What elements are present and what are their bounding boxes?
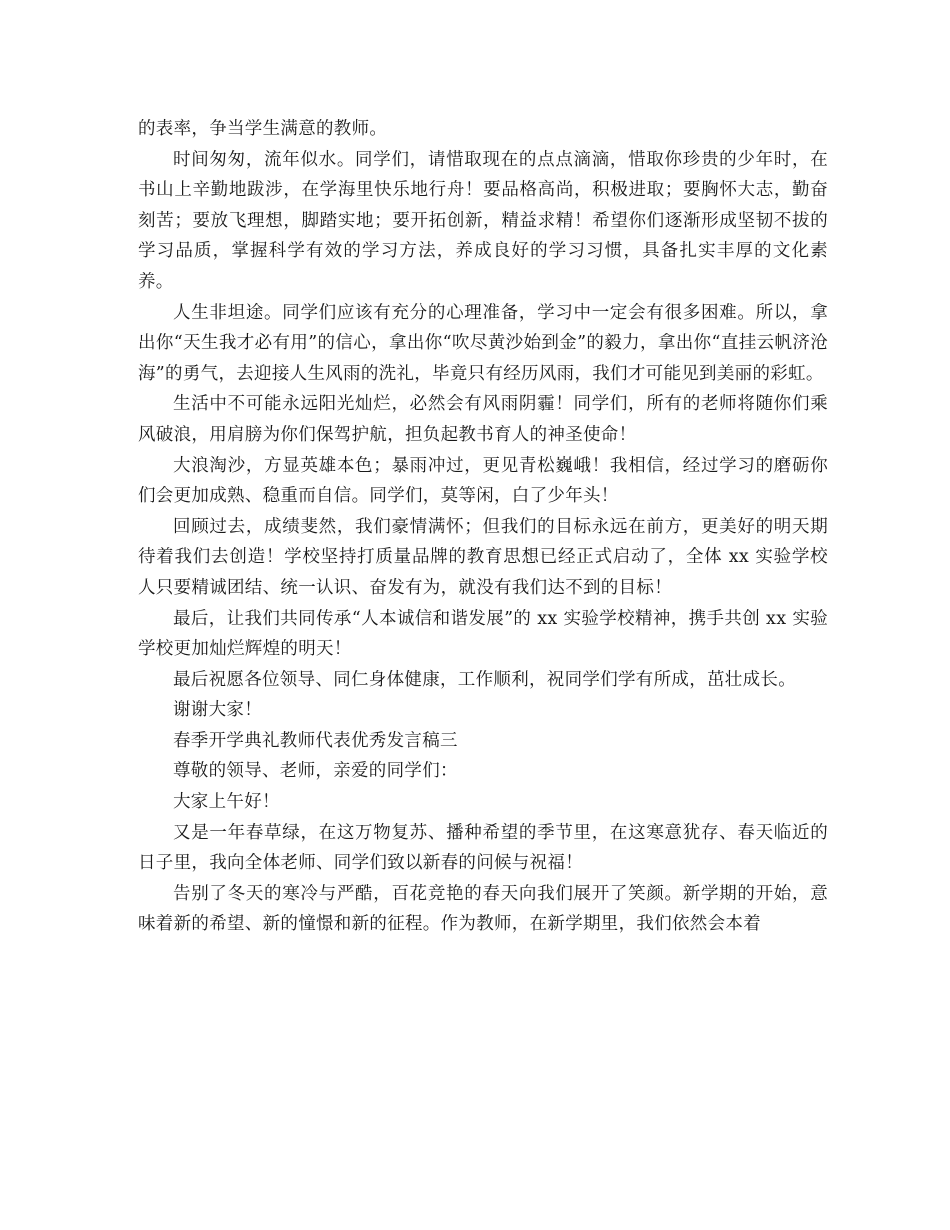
paragraph-finally: 最后，让我们共同传承“人本诚信和谐发展”的 xx 实验学校精神，携手共创 xx 实验学校更加灿烂辉煌的明天！ (138, 608, 828, 660)
paragraph-life-not-smooth: 人生非坦途。同学们应该有充分的心理准备，学习中一定会有很多困难。所以，拿出你“天生我才必有用”的信心，拿出你“吹尽黄沙始到金”的毅力，拿出你“直挂云帆济沧海”的勇气，去迎接人生风雨的洗礼，毕竟只有经历风雨，我们才可能见到美丽的彩虹。 (138, 302, 828, 384)
paragraph-life-storms: 生活中不可能永远阳光灿烂，必然会有风雨阴霾！同学们，所有的老师将随你们乘风破浪，用肩膀为你们保驾护航，担负起教书育人的神圣使命！ (138, 394, 828, 445)
paragraph-thanks: 谢谢大家！ (173, 700, 262, 721)
paragraph-farewell-winter: 告别了冬天的寒冷与严酷，百花竞艳的春天向我们展开了笑颜。新学期的开始，意味着新的希望、新的憧憬和新的征程。作为教师，在新学期里，我们依然会本着 (138, 883, 828, 935)
paragraph-continuation: 的表率，争当学生满意的教师。 (138, 119, 388, 139)
paragraph-time-flies: 时间匆匆，流年似水。同学们，请惜取现在的点点滴滴，惜取你珍贵的少年时，在书山上辛勤地跋涉，在学海里快乐地行舟！要品格高尚，积极进取；要胸怀大志，勤奋刻苦；要放飞理想，脚踏实地；要开拓创新，精益求精！希望你们逐渐形成坚韧不拔的学习品质，掌握科学有效的学习方法，养成良好的学习习惯，具备扎实丰厚的文化素养。 (138, 149, 828, 292)
paragraph-review-past: 回顾过去，成绩斐然，我们豪情满怀；但我们的目标永远在前方，更美好的明天期待着我们去创造！学校坚持打质量品牌的教育思想已经正式启动了，全体 xx 实验学校人只要精诚团结、统一认识、奋发有为，就没有我们达不到的目标！ (138, 516, 828, 598)
paragraph-wishes: 最后祝愿各位领导、同仁身体健康，工作顺利，祝同学们学有所成，茁壮成长。 (173, 669, 796, 690)
paragraph-spring: 又是一年春草绿，在这万物复苏、播种希望的季节里，在这寒意犹存、春天临近的日子里，我向全体老师、同学们致以新春的问候与祝福！ (138, 822, 828, 874)
greeting: 大家上午好！ (173, 792, 280, 813)
paragraph-waves: 大浪淘沙，方显英雄本色；暴雨冲过，更见青松巍峨！我相信，经过学习的磨砺你们会更加成熟、稳重而自信。同学们，莫等闲，白了少年头！ (138, 455, 828, 507)
section-title: 春季开学典礼教师代表优秀发言稿三 (173, 730, 458, 751)
salutation: 尊敬的领导、老师，亲爱的同学们： (173, 761, 458, 782)
document-body (138, 114, 828, 940)
